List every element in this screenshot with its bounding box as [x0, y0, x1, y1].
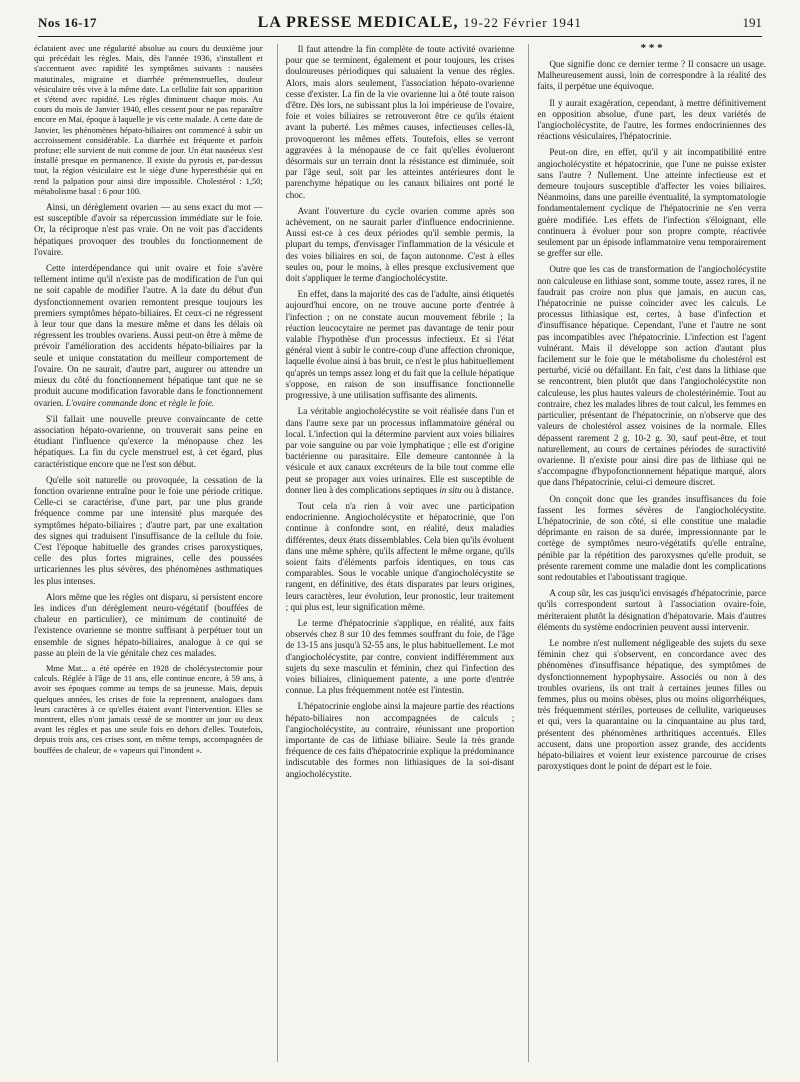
column-3 — [528, 44, 766, 1062]
issue-number: Nos 16-17 — [38, 15, 98, 30]
paragraph: L'hépatocrinie englobe ainsi la majeure partie des réactions hépato-biliaires non accompagnées de calculs ; l'angiocholécystite, au contraire, réunissant une proportion importante de cas de lithiase biliaire. Seule la très grande fréquence de ces faits d'hépatocrinie explique la prédominance indiscutable des formes non lithiasiques de la soi-disant angiocholécystite. — [285, 701, 515, 779]
paragraph: Qu'elle soit naturelle ou provoquée, la cessation de la fonction ovarienne entraîne pour le foie une période critique. Celle-ci se caractérise, d'une part, par une plus grande fréquence comme par une intensité plus marquée des symptômes hépato-biliaires ; d'autre part, par une exaltation des signes qui traduisent l'insuffisance de la cellule du foie. C'est l'époque habituelle des grandes crises paroxystiques, celle des plus fortes migraines, celle des poussées urticariennes les plus sévères, des phénomènes asthmatiques les plus intenses. — [34, 474, 263, 586]
page-number: 191 — [742, 15, 762, 30]
paragraph: éclataient avec une régularité absolue au cours du deuxième jour qui précédait les règles. Mais, dès l'année 1936, s'installent et s'accentuent avec rapidité les symptômes suivants : nausées matutinales, migraine et diarrhée prémenstruelles, douleur vésiculaire très vive à la même date. La cellulite fait son apparition et s'étend avec rapidité. Les règles diminuent chaque mois. Au cours du mois de Janvier 1940, elles cessent pour ne pas reparaître encore en Mai, époque à laquelle je vis cette malade. A cette date de Janvier, les phénomènes hépato-biliaires ont commencé à subir un accroissement considérable. La diarrhée est fréquente et parfois profuse; elle survient de nuit comme de jour. Un état nauséeux s'est installé presque en permanence. Il existe du pyrosis et, par-dessus tout, la région vésiculaire est le siège d'une hyperesthésie qui en rend la palpation pour ainsi dire impossible. Cholestérol : 1,50; métabolisme basal : 6 pour 100. — [34, 44, 263, 196]
journal-title: LA PRESSE MEDICALE, — [257, 14, 459, 31]
emphasis: L'ovaire commande donc et règle le foie. — [65, 397, 215, 408]
masthead — [258, 14, 582, 32]
paragraph-text: Cette interdépendance qui unit ovaire et foie s'avère tellement intime qu'il n'existe pas de modification de l'un qui ne soit capable de modifier l'autre. A la date du début d'un dysfonctionnement ovarien remontent presque toujours les premiers symptômes hépato-biliaires. Et ceux-ci ne régressent à leur tour que dans la mesure même et dans les délais où régressent les troubles ovariens. Aussi peut-on être à même de prévoir l'amélioration des accidents hépato-biliaires par la seule et unique constatation du meilleur comportement de l'ovaire. On ne saurait, d'autre part, augurer ou attendre un mieux du côté du fonctionnement hépatique tant que ne se produit aucune modification favorable dans le fonctionnement ovarien. — [34, 263, 263, 408]
case-report: Mme Mat... a été opérée en 1928 de cholécystectomie pour calculs. Réglée à l'âge de 11 ans, elle continue encore, à 59 ans, à avoir ses époques comme au temps de sa jeunesse. Mais, depuis quelques années, les crises de foie la reprennent, analogues dans leurs caractères à ce qu'elles étaient avant l'intervention. Elles se montrent, elles n'ont jamais cessé de se montrer un jour ou deux avant les règles et pas une seule fois en dehors d'elles. Toutefois, depuis trois ans, ces crises sont, en même temps, accompagnées de bouffées de chaleur, de « vapeurs qui l'inondent ». — [34, 663, 263, 755]
column-2 — [277, 44, 515, 1062]
paragraph-text: ou à distance. — [461, 484, 514, 495]
paragraph: En effet, dans la majorité des cas de l'adulte, ainsi étiquetés aujourd'hui encore, on ne trouve aucune porte d'entrée à l'infection ; on ne constate aucun mouvement fébrile ; la réaction leucocytaire ne permet pas davantage de tenir pour valable l'hypothèse d'un processus infectieux. Et si l'état général vient à subir le contre-coup d'une affection chronique, laquelle évolue ainsi à bas bruit, ce n'est le plus habituellement qu'après un temps assez long et du fait que la cellule hépatique s'oppose, en raison de son insuffisance fonctionnelle progressive, à une utilisation suffisante des aliments. — [285, 289, 515, 401]
section-separator: * * * — [640, 44, 663, 54]
paragraph: On conçoit donc que les grandes insuffisances du foie fassent les formes sévères de l'angiocholécystite. L'hépatocrinie, de son côté, si elle constitue une maladie déprimante en raison de sa durée, impressionnante par le cortège de symptômes neuro-végétatifs qu'elle entraîne, pénible par la répétition des paroxysmes qu'elle produit, se présente rarement comme une maladie dont les complications sont redoutables et l'aboutissant tragique. — [537, 493, 767, 582]
paragraph: Le terme d'hépatocrinie s'applique, en réalité, aux faits observés chez 8 sur 10 des femmes souffrant du foie, de l'âge de 13-15 ans jusqu'à 52-55 ans, le plus habituellement. Le mot d'angiocholécystite, par contre, convient indifféremment aux sujets du sexe masculin et féminin, chez qui l'infection des voies biliaires, cliniquement patente, a une porte d'entrée connue. La plus fréquemment notée est l'intestin. — [285, 617, 515, 696]
paragraph: Il y aurait exagération, cependant, à mettre définitivement en opposition absolue, d'une part, les deux variétés de l'angiocholécystite, de l'autre, les formes endocriniennes des réactions vésiculaires, l'hépatocrinie. — [537, 97, 767, 142]
paragraph: Que signifie donc ce dernier terme ? Il consacre un usage. Malheureusement aussi, loin de correspondre à la réalité des faits, il perpétue une équivoque. — [537, 59, 767, 92]
column-1 — [34, 44, 263, 1062]
issue-date: 19-22 Février 1941 — [463, 15, 582, 30]
paragraph — [34, 263, 263, 409]
paragraph: Avant l'ouverture du cycle ovarien comme après son achèvement, on ne saurait parler d'influence endocrinienne. Aussi est-ce à ces deux périodes qu'il semble permis, la plupart du temps, d'envisager l'inflammation de la vésicule et des voies biliaires en soi, de façon autonome. C'est à elles seules ou, pour le moins, à elles presque exclusivement que doit s'appliquer le terme d'angiocholécystite. — [285, 205, 515, 284]
emphasis: in situ — [439, 484, 462, 495]
paragraph: Ainsi, un dérèglement ovarien — au sens exact du mot — est susceptible d'avoir sa répercussion immédiate sur le foie. Or, la réciproque n'est pas vraie. On ne voit pas d'accidents hépatiques provoquer des troubles du fonctionnement de l'ovaire. — [34, 202, 263, 257]
paragraph: A coup sûr, les cas jusqu'ici envisagés d'hépatocrinie, parce qu'ils correspondent surtout à l'association ovaire-foie, mériteraient plutôt la désignation d'hépatovarie. Mais d'autres éléments du système endocrinien peuvent aussi intervenir. — [537, 588, 767, 632]
paragraph: Outre que les cas de transformation de l'angiocholécystite non calculeuse en lithiase sont, somme toute, assez rares, il ne faudrait pas croire non plus que jamais, en aucun cas, l'hépatocrinie ne puisse coïncider avec les calculs. Le processus lithiasique est, certes, à base d'infection et d'insuffisance hépatique. Cependant, l'une et l'autre ne sont pas incompatibles avec l'hépatocrinie. L'infection est l'agent vulnérant. Mais il développe son action d'autant plus facilement sur le foie que le métabolisme du cholestérol est perturbé, vicié ou défaillant. En fait, c'est dans la lithiase que se rencontrent, bien plutôt que dans l'angiocholécystite non calculeuse, les plus hautes valeurs de cholestérinémie. Tout au contraire, chez les malades libres de tout calcul, les femmes en particulier, présentant de l'hépatocrinie, on n'observe que des valeurs de cholestérol assez voisines de la normale. Elles dépassent rarement 2 g. 10-2 g. 30, sauf peut-être, et tout naturellement, au cours de certaines périodes de suractivité ovarienne. Il n'existe pour ainsi dire pas de lithiase qui ne s'accompagne d'hypofonctionnement hépatique marqué, alors que dans l'hépatocrinie, celui-ci demeure discret. — [537, 264, 767, 488]
paragraph: S'il fallait une nouvelle preuve convaincante de cette association hépato-ovarienne, on trouverait sans peine en étudiant l'influence qu'exerce la ménopause chez les hépatiques. La fin du cycle menstruel est, à cet égard, plus caractéristique encore que ne l'est son début. — [34, 413, 263, 469]
paragraph: Le nombre n'est nullement négligeable des sujets du sexe féminin chez qui s'observent, en concordance avec des phénomènes d'insuffisance hépatique, des symptômes de dysfonctionnement hypophysaire. Associés ou non à des troubles ovariens, ils ont trait à certaines jeunes filles ou femmes, plus ou moins obèses, plus ou moins oligorrhéiques, très fréquemment stériles, porteuses de cellulite, variqueuses et qui, vers la quarantaine ou la cinquantaine au plus tard, présentent des phénomènes arthritiques accentués. Elles accusent, dans une proportion assez grande, des accidents hépato-biliaires et voient leur existence parcourue de crises paroxystiques dont le point de départ est le foie. — [537, 637, 767, 772]
article-columns — [34, 44, 766, 1062]
paragraph: Alors même que les règles ont disparu, si persistent encore les indices d'un dérèglement neuro-végétatif (bouffées de chaleur en particulier), ce minimum de continuité de l'existence ovarienne se montre suffisant à perpétuer tout un ensemble de signes hépato-biliaires, analogue à ce qui se passe au plein de la vie génitale chez ces malades. — [34, 591, 263, 658]
paragraph: Tout cela n'a rien à voir avec une participation endocrinienne. Angiocholécystite et hépatocrinie, que l'on continue à confondre sont, en réalité, deux maladies différentes, deux états dissemblables. Cela bien qu'ils évoluent dans une même sphère, qu'ils affectent le même organe, qu'ils soient faits d'éléments parfois identiques, en tous cas comparables. Sous le vocable unique d'angiocholécystite se rangent, en définitive, des états disparates par leurs origines, leurs caractères, leur évolution, leur pronostic, leur traitement ; qui plus est, leur signification même. — [285, 500, 515, 612]
paragraph-text: La véritable angiocholécystite se voit réalisée dans l'un et dans l'autre sexe par un processus inflammatoire général ou local. L'infection qui la détermine parvient aux voies biliaires par voie sanguine ou par voie lymphatique ; elle est d'origine bactérienne ou parasitaire. Elle demeure cantonnée à la vésicule et aux canaux excréteurs de la bile tout comme elle peut se propager aux voies urinaires. Elle est susceptible de donner lieu à des complications septiques — [285, 406, 515, 495]
paragraph: Il faut attendre la fin complète de toute activité ovarienne pour que se terminent, également et pour toujours, les crises douloureuses périodiques qui saluaient la venue des règles. Alors, mais alors seulement, l'association hépato-ovarienne cesse d'exister. La fin de la vie ovarienne lui a ôté toute raison d'être. Dès lors, ne subissant plus la loi impérieuse de l'ovaire, foie et voies biliaires se retrouveront être ce qu'ils étaient avant la puberté. Les mêmes causes, infectieuses celles-là, provoqueront les mêmes effets. Toutefois, elles se verront aggravées à la ménopause de ce fait qu'elles évolueront désormais sur un terrain dont la résistance est diminuée, soit par l'âge seul, soit par les atteintes antérieures dont le parenchyme hépatique ou les canaux biliaires ont porté le choc. — [285, 44, 515, 200]
paragraph — [286, 406, 515, 496]
paragraph: Peut-on dire, en effet, qu'il y ait incompatibilité entre angiocholécystite et hépatocrinie, que l'une ne puisse exister sans l'autre ? Nullement. Une atteinte infectieuse est et demeure toujours susceptible d'affecter les voies biliaires. Néanmoins, dans une pareille éventualité, la symptomatologie fondamentalement cyclique de l'hépatocrinie ne s'en verra guère modifiée. Les effets de l'infection s'éloignant, elle continuera à évoluer pour son propre compte, réactivée seulement par un épisode inflammatoire venu temporairement se greffer sur elle. — [537, 147, 767, 259]
page-header — [38, 14, 762, 37]
